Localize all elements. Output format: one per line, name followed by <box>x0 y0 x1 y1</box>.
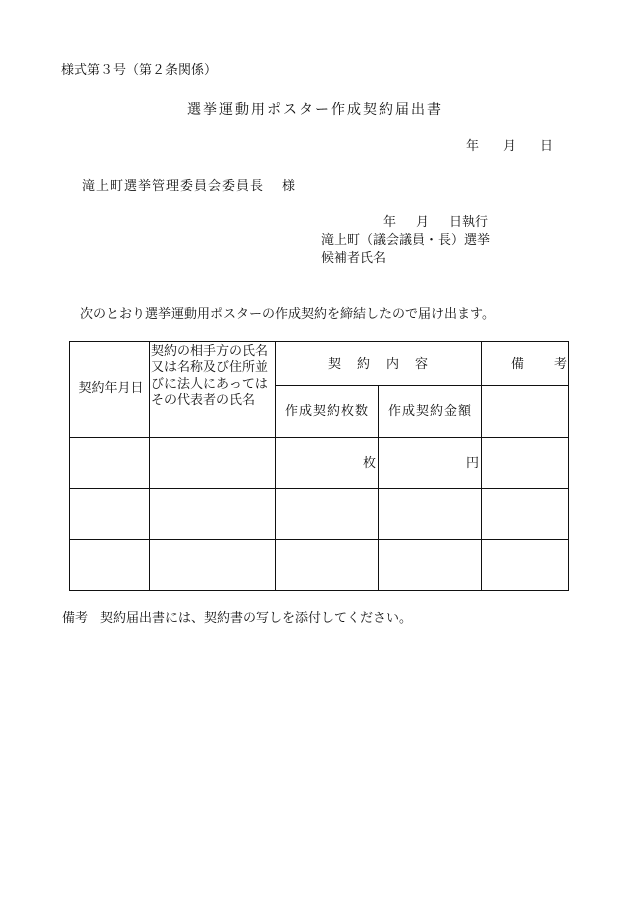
table-rule-row-2 <box>69 539 569 540</box>
execution-date <box>383 215 488 231</box>
candidate-name-label: 候補者氏名 <box>321 251 387 266</box>
contract-table <box>69 341 598 591</box>
form-number: 様式第３号（第２条関係） <box>61 63 218 78</box>
exec-month: 月 <box>416 215 430 230</box>
exec-day: 日執行 <box>449 215 489 230</box>
addressee-name: 滝上町選挙管理委員会委員長 <box>82 179 265 194</box>
header-contract-count: 作成契約枚数 <box>284 404 369 419</box>
addressee <box>82 179 296 195</box>
table-rule-col-1 <box>149 341 150 591</box>
date-month: 月 <box>503 139 517 154</box>
footnote-label: 備考 <box>62 611 89 626</box>
table-border-top <box>69 341 569 342</box>
table-rule-header-bottom <box>69 437 569 438</box>
header-contract-amount: 作成契約金額 <box>387 404 472 419</box>
table-rule-subheader <box>275 385 569 386</box>
statement-text: 次のとおり選挙運動用ポスターの作成契約を締結したので届け出ます。 <box>80 307 495 322</box>
table-rule-col-2 <box>275 341 276 591</box>
unit-sheets: 枚 <box>363 456 377 471</box>
date-year: 年 <box>466 139 480 154</box>
table-border-left <box>69 341 70 591</box>
table-border-bottom <box>69 590 569 591</box>
date-day: 日 <box>540 139 554 154</box>
document-title: 選挙運動用ポスター作成契約届出書 <box>187 102 443 118</box>
header-contract-date: 契約年月日 <box>78 381 144 396</box>
header-remarks: 備考 <box>511 357 598 372</box>
footnote <box>62 611 412 627</box>
submission-date <box>466 139 553 155</box>
table-border-right <box>568 341 569 591</box>
footnote-text: 契約届出書には、契約書の写しを添付してください。 <box>100 611 413 626</box>
honorific: 様 <box>282 179 297 194</box>
header-counterparty: 契約の相手方の氏名又は名称及び住所並びに法人にあってはその代表者の氏名 <box>151 344 269 408</box>
unit-yen: 円 <box>466 456 480 471</box>
header-contract-contents: 契約内容 <box>327 357 444 372</box>
exec-year: 年 <box>383 215 397 230</box>
table-rule-row-1 <box>69 488 569 489</box>
election-name: 滝上町（議会議員・長）選挙 <box>321 233 491 248</box>
table-rule-col-4 <box>481 341 482 591</box>
